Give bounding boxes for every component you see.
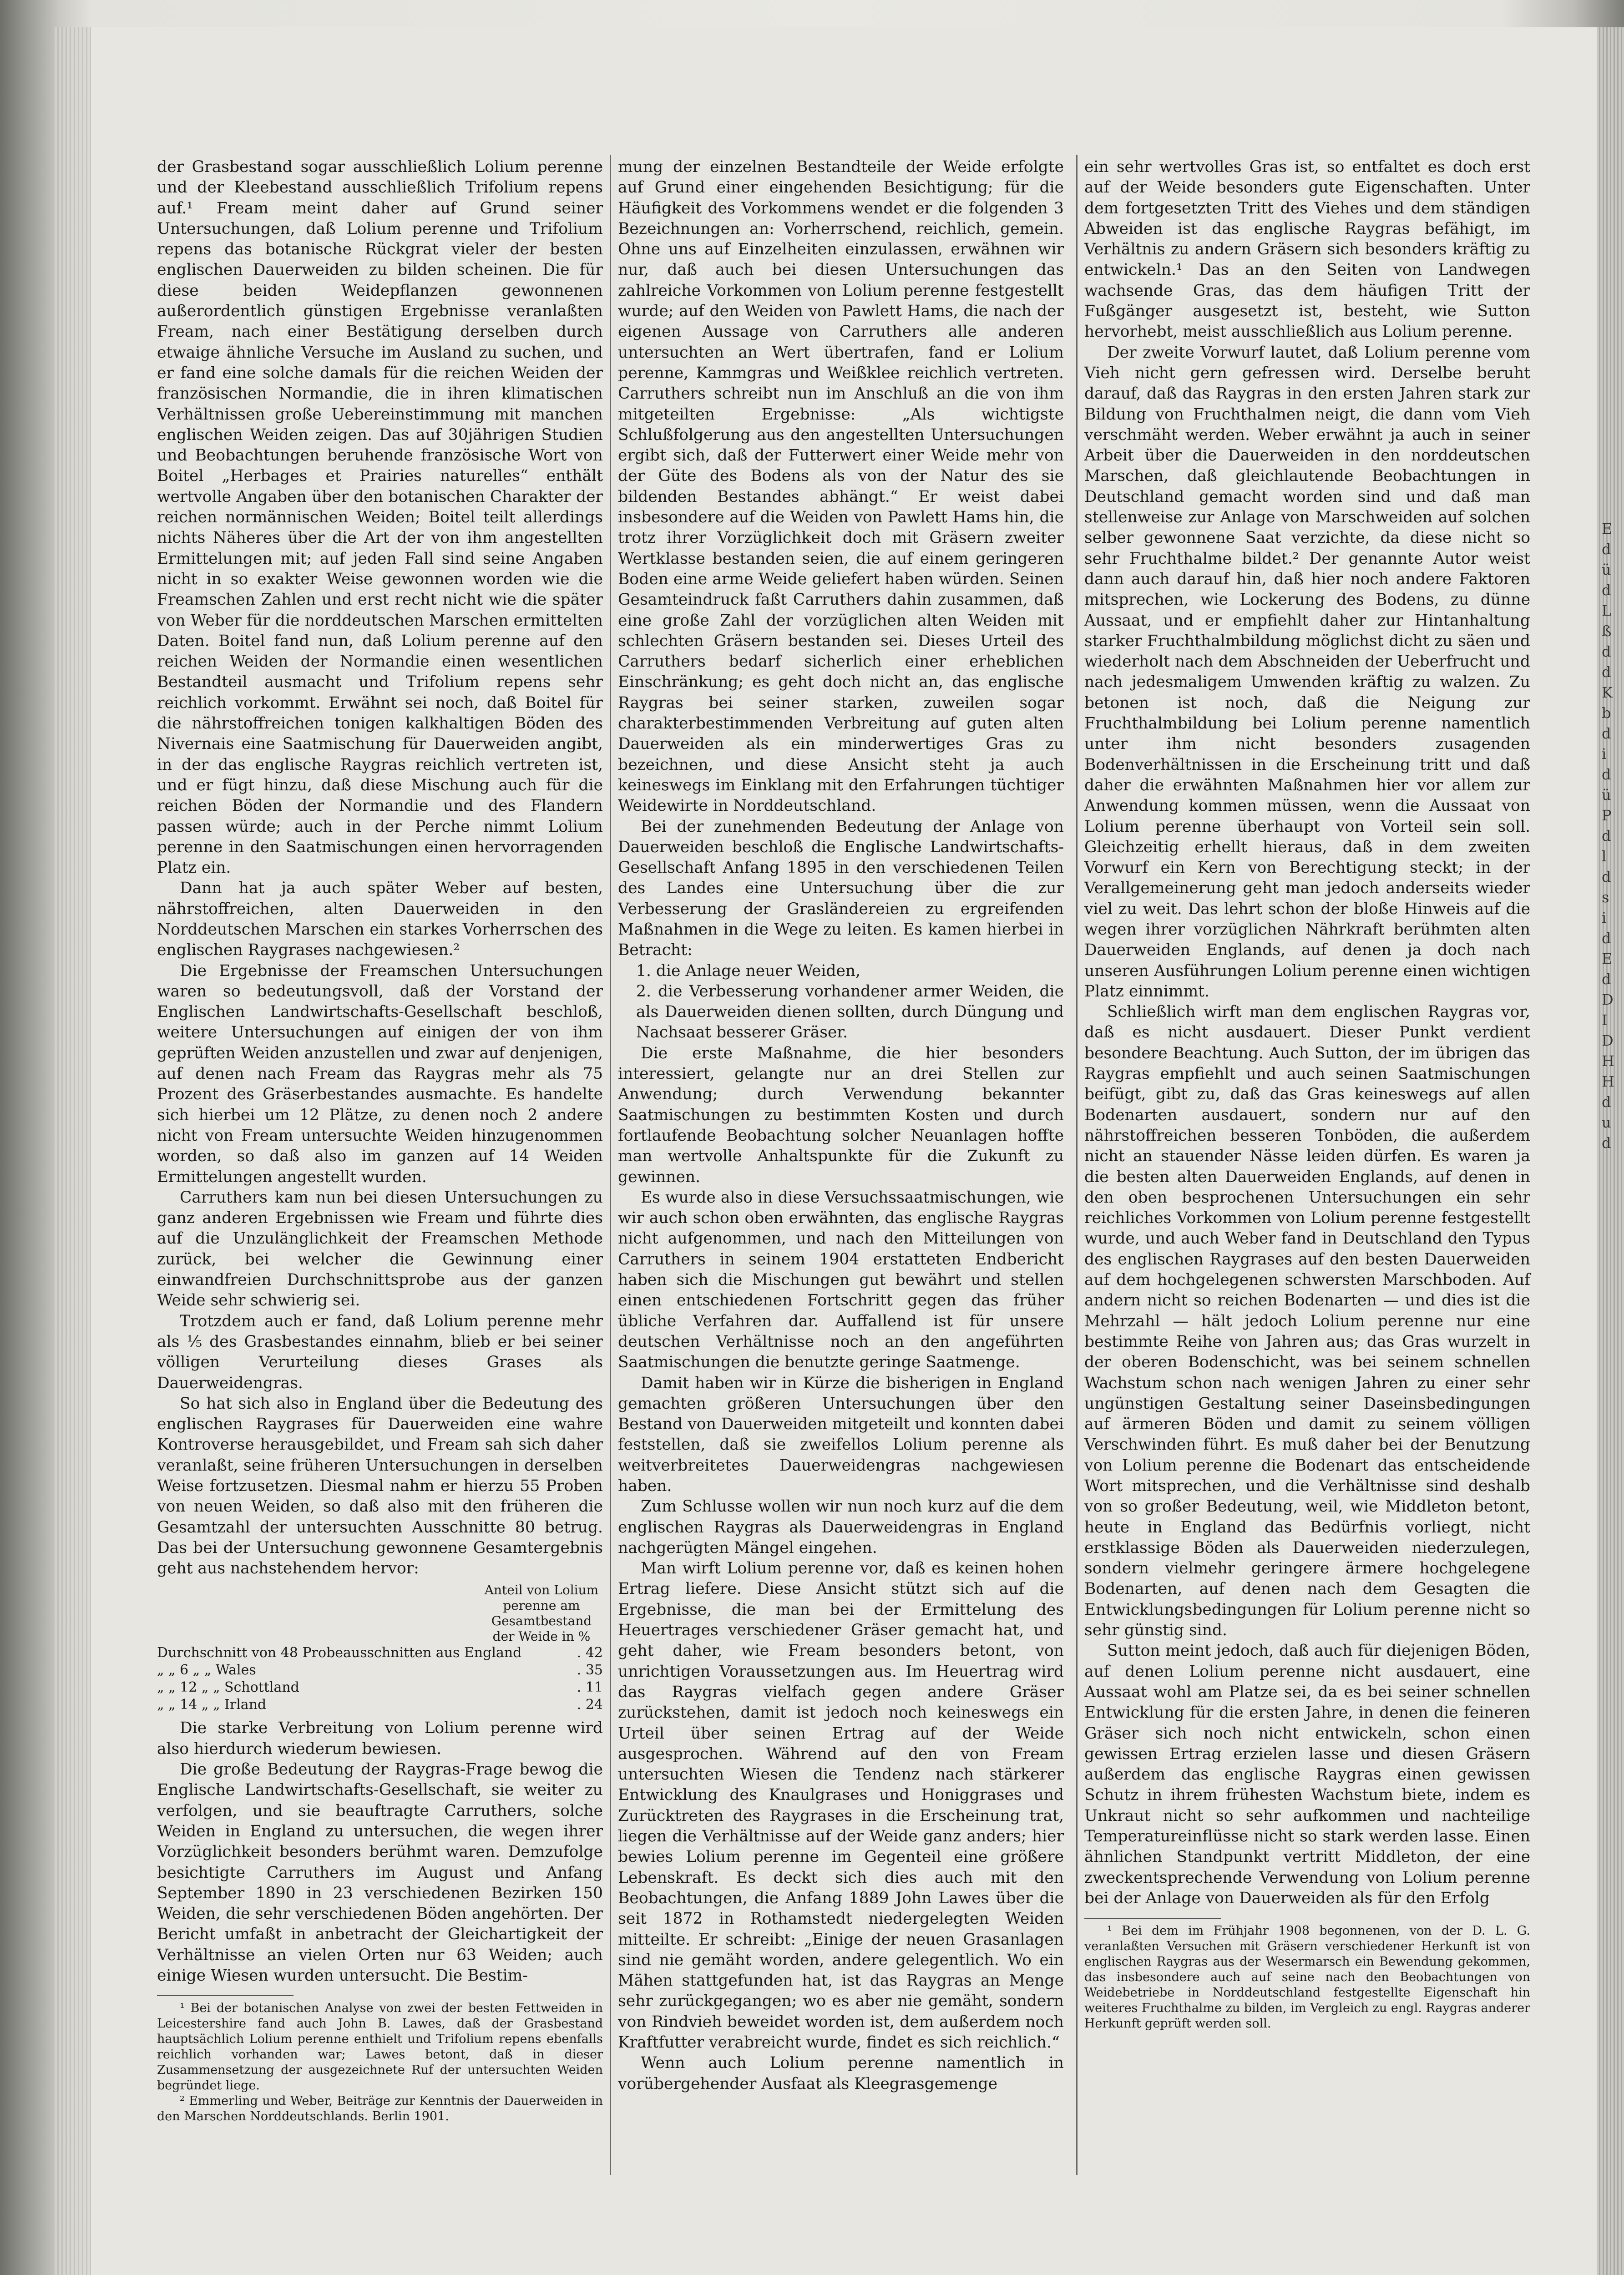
book-page-edges-left (55, 27, 91, 2275)
table-row-label: Durchschnitt von 48 Probeausschnitten aus England (157, 1645, 522, 1661)
footnote: ¹ Bei dem im Frühjahr 1908 begonnenen, von der D. L. G. veranlaßten Versuchen mit Gräsern verschiedener Herkunft ist von englischen Raygras aus der Wesermarsch ein Bewendung gekommen, das insbesondere auch auf seine nach den Beobachtungen von Weidebetriebe in Norddeutschland festgestellte Eigenschaft hin weiteres Fruchthalme zu bilden, im Vergleich zu engl. Raygras anderer Herkunft geprüft werden soll. (1084, 1924, 1530, 2031)
paragraph: Sutton meint jedoch, daß auch für diejenigen Böden, auf denen Lolium perenne nicht ausdauert, eine Aussaat wohl am Platze sei, da es bei seiner schnellen Entwicklung für die ersten Jahre, in denen die feineren Gräser sich noch nicht entwickeln, schon einen gewissen Ertrag erzielen lasse und diesen Gräsern außerdem das englische Raygras einen gewissen Schutz in ihrem frühesten Wachstum biete, indem es Unkraut nicht so sehr aufkommen und nachteilige Temperatureinflüsse nicht so stark werden lasse. Einen ähnlichen Standpunkt vertritt Middleton, der eine zweckentsprechende Verwendung von Lolium perenne bei der Anlage von Dauerweiden als für den Erfolg (1084, 1642, 1530, 1907)
paragraph: Die Ergebnisse der Freamschen Untersuchungen waren so bedeutungsvoll, daß der Vorstand der Englischen Landwirtschafts-Gesellschaft beschloß, weitere Untersuchungen auf einigen der von ihm geprüften Weiden anzustellen und zwar auf denjenigen, auf denen nach Fream das Raygras mehr als 75 Prozent des Gräserbestandes ausmachte. Es handelte sich hierbei um 12 Plätze, zu denen noch 2 andere nicht von Fream untersuchte Weiden hinzugenommen worden, so daß also im ganzen auf 14 Weiden Ermittelungen angestellt wurden. (157, 961, 603, 1186)
paragraph: Die erste Maßnahme, die hier besonders interessiert, gelangte nur an drei Stellen zur Anwendung; durch Verwendung bekannter Saatmischungen zu bestimmten Kosten und durch fortlaufende Beobachtung solcher Neuanlagen hoffte man wertvolle Anhaltspunkte für die Zukunft zu gewinnen. (618, 1044, 1064, 1186)
paragraph: Es wurde also in diese Versuchssaatmischungen, wie wir auch schon oben erwähnten, das englische Raygras nicht aufgenommen, und nach den Mitteilungen von Carruthers in seinem 1904 erstatteten Endbericht haben sich die Mischungen gut bewährt und stellen einen entschiedenen Fortschritt gegen das früher übliche Verfahren dar. Auffallend ist für unsere deutschen Verhältnisse noch an den angeführten Saatmischungen die benutzte geringe Saatmenge. (618, 1188, 1064, 1372)
list-item: 2. die Verbesserung vorhandener armer Weiden, die als Dauerweiden dienen sollten, durch Düngung und Nachsaat besserer Gräser. (636, 982, 1064, 1042)
table-row-label: „ „ 6 „ „ Wales (157, 1662, 256, 1678)
table-header: Anteil von Lolium perenne am Gesamtbestand der Weide in % (484, 1582, 599, 1644)
list-item: 1. die Anlage neuer Weiden, (636, 961, 861, 980)
paragraph: Carruthers kam nun bei diesen Untersuchungen zu ganz anderen Ergebnissen wie Fream und führte dies auf die Unzulänglichkeit der Freamschen Methode zurück, bei welcher die Gewinnung einer einwandfreien Durchschnittsprobe aus der ganzen Weide sehr schwierig sei. (157, 1188, 603, 1310)
table-row-label: „ „ 14 „ „ Irland (157, 1697, 267, 1713)
table-row (157, 1679, 603, 1696)
column-divider (1076, 155, 1078, 2175)
table-row (157, 1644, 603, 1662)
table-row-value: . 24 (577, 1697, 603, 1713)
table-row-value: . 42 (577, 1645, 603, 1661)
table-row-value: . 11 (577, 1679, 603, 1696)
table-row-value: . 35 (577, 1662, 603, 1678)
text-column-middle (618, 157, 1064, 2094)
footnote-rule (1084, 1918, 1221, 1919)
paragraph: Die große Bedeutung der Raygras-Frage bewog die Englische Landwirtschafts-Gesellschaft, sie weiter zu verfolgen, und sie beauftragte Carruthers, solche Weiden in England zu untersuchen, die wegen ihrer Vorzüglichkeit besonders berühmt waren. Demzufolge besichtigte Carruthers im August und Anfang September 1890 in 23 verschiedenen Bezirken 150 Weiden, die sehr verschiedenen Böden angehörten. Der Bericht umfaßt in anbetracht der Gleichartigkeit der Verhältnisse an vielen Orten nur 63 Weiden; auch einige Wiesen wurden untersucht. Die Bestim- (157, 1760, 603, 1985)
column-divider (610, 155, 611, 2175)
lolium-share-table (157, 1582, 603, 1714)
footnote: ² Emmerling und Weber, Beiträge zur Kenntnis der Dauerweiden in den Marschen Norddeutschlands. Berlin 1901. (157, 2094, 603, 2124)
paragraph: Zum Schlusse wollen wir nun noch kurz auf die dem englischen Raygras als Dauerweidengras in England nachgerügten Mängel eingehen. (618, 1497, 1064, 1557)
table-row-label: „ „ 12 „ „ Schottland (157, 1679, 299, 1696)
paragraph: Bei der zunehmenden Bedeutung der Anlage von Dauerweiden beschloß die Englische Landwirtschafts-Gesellschaft Anfang 1895 in den verschiedenen Teilen des Landes eine Untersuchung über die zur Verbesserung der Grasländereien zu ergreifenden Maßnahmen in die Wege zu leiten. Es kamen hierbei in Betracht: (618, 817, 1064, 960)
paragraph: der Grasbestand sogar ausschließlich Lolium perenne und der Kleebestand ausschließlich Trifolium repens auf.¹ Fream meint daher auf Grund seiner Untersuchungen, daß Lolium perenne und Trifolium repens das botanische Rückgrat vieler der besten englischen Dauerweiden zu bilden scheinen. Die für diese beiden Weidepflanzen gewonnenen außerordentlich günstigen Ergebnisse veranlaßten Fream, nach einer Bestätigung derselben durch etwaige ähnliche Versuche im Ausland zu suchen, und er fand eine solche damals für die reichen Weiden der französischen Normandie, die in ihren klimatischen Verhältnissen große Uebereinstimmung mit manchen englischen Weiden zeigen. Das auf 30jährigen Studien und Beobachtungen beruhende französische Wort von Boitel „Herbages et Prairies naturelles“ enthält wertvolle Angaben über den botanischen Charakter der reichen normännischen Weiden; Boitel teilt allerdings nichts Näheres über die Art der von ihm angestellten Ermittelungen mit; auf jeden Fall sind seine Angaben nicht in so exakter Weise gewonnen worden wie die Freamschen Zahlen und erst recht nicht wie die später von Weber für die norddeutschen Marschen ermittelten Daten. Boitel fand nun, daß Lolium perenne auf den reichen Weiden der Normandie einen wesentlichen Bestandteil ausmacht und Trifolium repens sehr reichlich vorkommt. Erwähnt sei noch, daß Boitel für die nährstoffreichen tonigen kalkhaltigen Böden des Nivernais eine Saatmischung für Dauerweiden angibt, in der das englische Raygras reichlich vertreten ist, und er fügt hinzu, daß diese Mischung auch für die reichen Böden der Normandie und des Flandern passen würde; auch in der Perche nimmt Lolium perenne in den Saatmischungen einen hervorragenden Platz ein. (157, 158, 603, 877)
footnote-rule (157, 1995, 293, 1996)
paragraph: Dann hat ja auch später Weber auf besten, nährstoffreichen, alten Dauerweiden in den Norddeutschen Marschen ein starkes Vorherrschen des englischen Raygrases nachgewiesen.² (157, 879, 603, 960)
text-column-left (157, 157, 603, 2124)
paragraph: Man wirft Lolium perenne vor, daß es keinen hohen Ertrag liefere. Diese Ansicht stützt sich auf die Ergebnisse, die man bei der Ermittelung des Heuertrages verschiedener Gräser gemacht hat, und geht daher, wie Fream besonders betont, von unrichtigen Voraussetzungen aus. Im Heuertrag wird das Raygras vielfach gegen andere Gräser zurückstehen, damit ist jedoch noch keineswegs ein Urteil über seinen Ertrag auf der Weide ausgesprochen. Während auf den von Fream untersuchten Wiesen die Tendenz nach stärkerer Entwicklung des Knaulgrases und Honiggrases und Zurücktreten des Raygrases in die Erscheinung trat, liegen die Verhältnisse auf der Weide ganz anders; hier bewies Lolium perenne im Gegenteil eine größere Lebenskraft. Es deckt sich dies auch mit den Beobachtungen, die Anfang 1889 John Lawes über die seit 1872 in Rothamstedt niedergelegten Weiden mitteilte. Er schreibt: „Einige der neuen Grasanlagen sind nie gemäht worden, andere gelegentlich. Wo ein Mähen stattgefunden hat, ist das Raygras an Menge sehr zurückgegangen; wo es aber nie gemäht, sondern von Rindvieh beweidet worden ist, dem außerdem noch Kraftfutter verabreicht wurde, findet es sich reichlich.“ (618, 1559, 1064, 2052)
paragraph: mung der einzelnen Bestandteile der Weide erfolgte auf Grund einer eingehenden Besichtigung; für die Häufigkeit des Vorkommens wendet er die folgenden 3 Bezeichnungen an: Vorherrschend, reichlich, gemein. Ohne uns auf Einzelheiten einzulassen, erwähnen wir nur, daß auch bei diesen Untersuchungen das zahlreiche Vorkommen von Lolium perenne festgestellt wurde; auf den Weiden von Pawlett Hams, die nach der eigenen Aussage von Carruthers alle anderen untersuchten an Wert übertrafen, fand er Lolium perenne, Kammgras und Weißklee reichlich vertreten. Carruthers schreibt nun im Anschluß an die von ihm mitgeteilten Ergebnisse: „Als wichtigste Schlußfolgerung aus den angestellten Untersuchungen ergibt sich, daß der Futterwert einer Weide mehr von der Güte des Bodens als von der Natur des sie bildenden Bestandes abhängt.“ Er weist dabei insbesondere auf die Weiden von Pawlett Hams hin, die trotz ihrer Vorzüglichkeit doch mit Gräsern zweiter Wertklasse bestanden seien, die auf einem geringeren Boden eine arme Weide geliefert haben würden. Seinen Gesamteindruck faßt Carruthers dahin zusammen, daß eine große Zahl der vorzüglichen alten Weiden mit schlechten Gräsern bestanden sei. Dieses Urteil des Carruthers bedarf sicherlich einer erheblichen Einschränkung; es geht doch nicht an, das englische Raygras bei seiner starken, zuweilen sogar charakterbestimmenden Verbreitung auf guten alten Dauerweiden als ein minderwertiges Gras zu bezeichnen, und diese Ansicht steht ja auch keineswegs im Einklang mit den Erfahrungen tüchtiger Weidewirte in Norddeutschland. (618, 158, 1064, 815)
paragraph: Die starke Verbreitung von Lolium perenne wird also hierdurch wiederum bewiesen. (157, 1719, 603, 1758)
next-page-edge-letters: E d ü d L ß d d K b d i d ü P d l d s i d E d D I D H H d u d (1602, 520, 1614, 1152)
paragraph: Wenn auch Lolium perenne namentlich in vorübergehender Ausfaat als Kleegrasgemenge (618, 2054, 1064, 2093)
paragraph: ein sehr wertvolles Gras ist, so entfaltet es doch erst auf der Weide besonders gute Eigenschaften. Unter dem fortgesetzten Tritt des Viehes und dem ständigen Abweiden ist das englische Raygras befähigt, im Verhältnis zu andern Gräsern sich besonders kräftig zu entwickeln.¹ Das an den Seiten von Landwegen wachsende Gras, das dem häufigen Tritt der Fußgänger ausgesetzt ist, besteht, wie Sutton hervorhebt, meist ausschließlich aus Lolium perenne. (1084, 158, 1530, 341)
table-row (157, 1662, 603, 1679)
paragraph: Trotzdem auch er fand, daß Lolium perenne mehr als ⅕ des Grasbestandes einnahm, blieb er bei seiner völligen Verurteilung dieses Grases als Dauerweidengras. (157, 1312, 603, 1392)
paragraph: Der zweite Vorwurf lautet, daß Lolium perenne vom Vieh nicht gern gefressen wird. Derselbe beruht darauf, daß das Raygras in den ersten Jahren stark zur Bildung von Fruchthalmen neigt, die dann vom Vieh verschmäht werden. Weber erwähnt ja auch in seiner Arbeit über die Dauerweiden in den norddeutschen Marschen, daß gleichlautende Beobachtungen in Deutschland gemacht worden sind und daß man stellenweise zur Anlage von Marschweiden auf solchen selber gewonnene Saat verzichte, da diese nicht so sehr Fruchthalme bildet.² Der genannte Autor weist dann auch darauf hin, daß hier noch andere Faktoren mitsprechen, wie Lockerung des Bodens, zu dünne Aussaat, und er empfiehlt daher zur Hintanhaltung starker Fruchthalmbildung möglichst dicht zu säen und wiederholt nach dem Abschneiden der Ueberfrucht und nach jedesmaligem Umwenden kräftig zu walzen. Zu betonen ist noch, daß die Neigung zur Fruchthalmbildung bei Lolium perenne namentlich unter ihm nicht besonders zusagenden Bodenverhältnissen in die Erscheinung tritt und daß daher die erwähnten Maßnahmen hier vor allem zur Anwendung kommen müssen, wenn die Aussaat von Lolium perenne überhaupt von Vorteil sein soll. Gleichzeitig erhellt hieraus, daß in dem zweiten Vorwurf ein Kern von Berechtigung steckt; in der Verallgemeinerung geht man jedoch anderseits wieder viel zu weit. Das lehrt schon der bloße Hinweis auf die wegen ihrer vorzüglichen Nährkraft berühmten alten Dauerweiden Englands, auf denen ja doch nach unseren Ausführungen Lolium perenne einen wichtigen Platz einnimmt. (1084, 343, 1530, 1001)
paragraph: Damit haben wir in Kürze die bisherigen in England gemachten größeren Untersuchungen über den Bestand von Dauerweiden mitgeteilt und konnten dabei feststellen, daß sie zweifellos Lolium perenne als weitverbreitetes Dauerweidengras nachgewiesen haben. (618, 1374, 1064, 1495)
footnote: ¹ Bei der botanischen Analyse von zwei der besten Fettweiden in Leicestershire fand auch John B. Lawes, daß der Grasbestand hauptsächlich Lolium perenne enthielt und Trifolium repens ebenfalls reichlich vorhanden war; Lawes betont, daß in dieser Zusammensetzung der ausgezeichnete Ruf der untersuchten Weiden begründet liege. (157, 2001, 603, 2093)
text-column-right (1084, 157, 1530, 2032)
paragraph: So hat sich also in England über die Bedeutung des englischen Raygrases für Dauerweiden eine wahre Kontroverse herausgebildet, und Fream sah sich daher veranlaßt, seine früheren Untersuchungen in derselben Weise fortzusetzen. Diesmal nahm er hierzu 55 Proben von neuen Weiden, so daß also mit den früheren die Gesamtzahl der untersuchten Ausschnitte 80 betrug. Das bei der Untersuchung gewonnene Gesamtergebnis geht aus nachstehendem hervor: (157, 1394, 603, 1578)
table-row (157, 1696, 603, 1714)
paragraph: Schließlich wirft man dem englischen Raygras vor, daß es nicht ausdauert. Dieser Punkt verdient besondere Beachtung. Auch Sutton, der im übrigen das Raygras empfiehlt und auch seinen Saatmischungen beifügt, gibt zu, daß das Gras keineswegs auf allen Bodenarten ausdauert, sondern nur auf den nährstoffreichen besseren Tonböden, die außerdem nicht an stauender Nässe leiden dürfen. Es waren ja die besten alten Dauerweiden Englands, auf denen in den oben besprochenen Untersuchungen ein sehr reichliches Vorkommen von Lolium perenne festgestellt wurde, und auch Weber fand in Deutschland den Typus des englischen Raygrases auf den besten Dauerweiden auf dem hochgelegenen schwersten Marschboden. Auf andern nicht so reichen Bodenarten — und dies ist die Mehrzahl — hält jedoch Lolium perenne nur eine bestimmte Reihe von Jahren aus; das Gras wurzelt in der oberen Bodenschicht, was bei seinem schnellen Wachstum schon nach wenigen Jahren zu einer sehr ungünstigen Gestaltung seiner Daseinsbedingungen auf ärmeren Böden und damit zu seinem völligen Verschwinden führt. Es muß daher bei der Benutzung von Lolium perenne die Bodenart das entscheidende Wort mitsprechen, und die Verhältnisse sind deshalb von so großer Bedeutung, weil, wie Middleton betont, heute in England das Bedürfnis vorliegt, nicht erstklassige Böden als Dauerweiden niederzulegen, sondern vielmehr geringere ärmere hochgelegene Bodenarten, auf denen nach dem Gesagten die Entwicklungsbedingungen für Lolium perenne nicht so sehr günstig sind. (1084, 1003, 1530, 1640)
